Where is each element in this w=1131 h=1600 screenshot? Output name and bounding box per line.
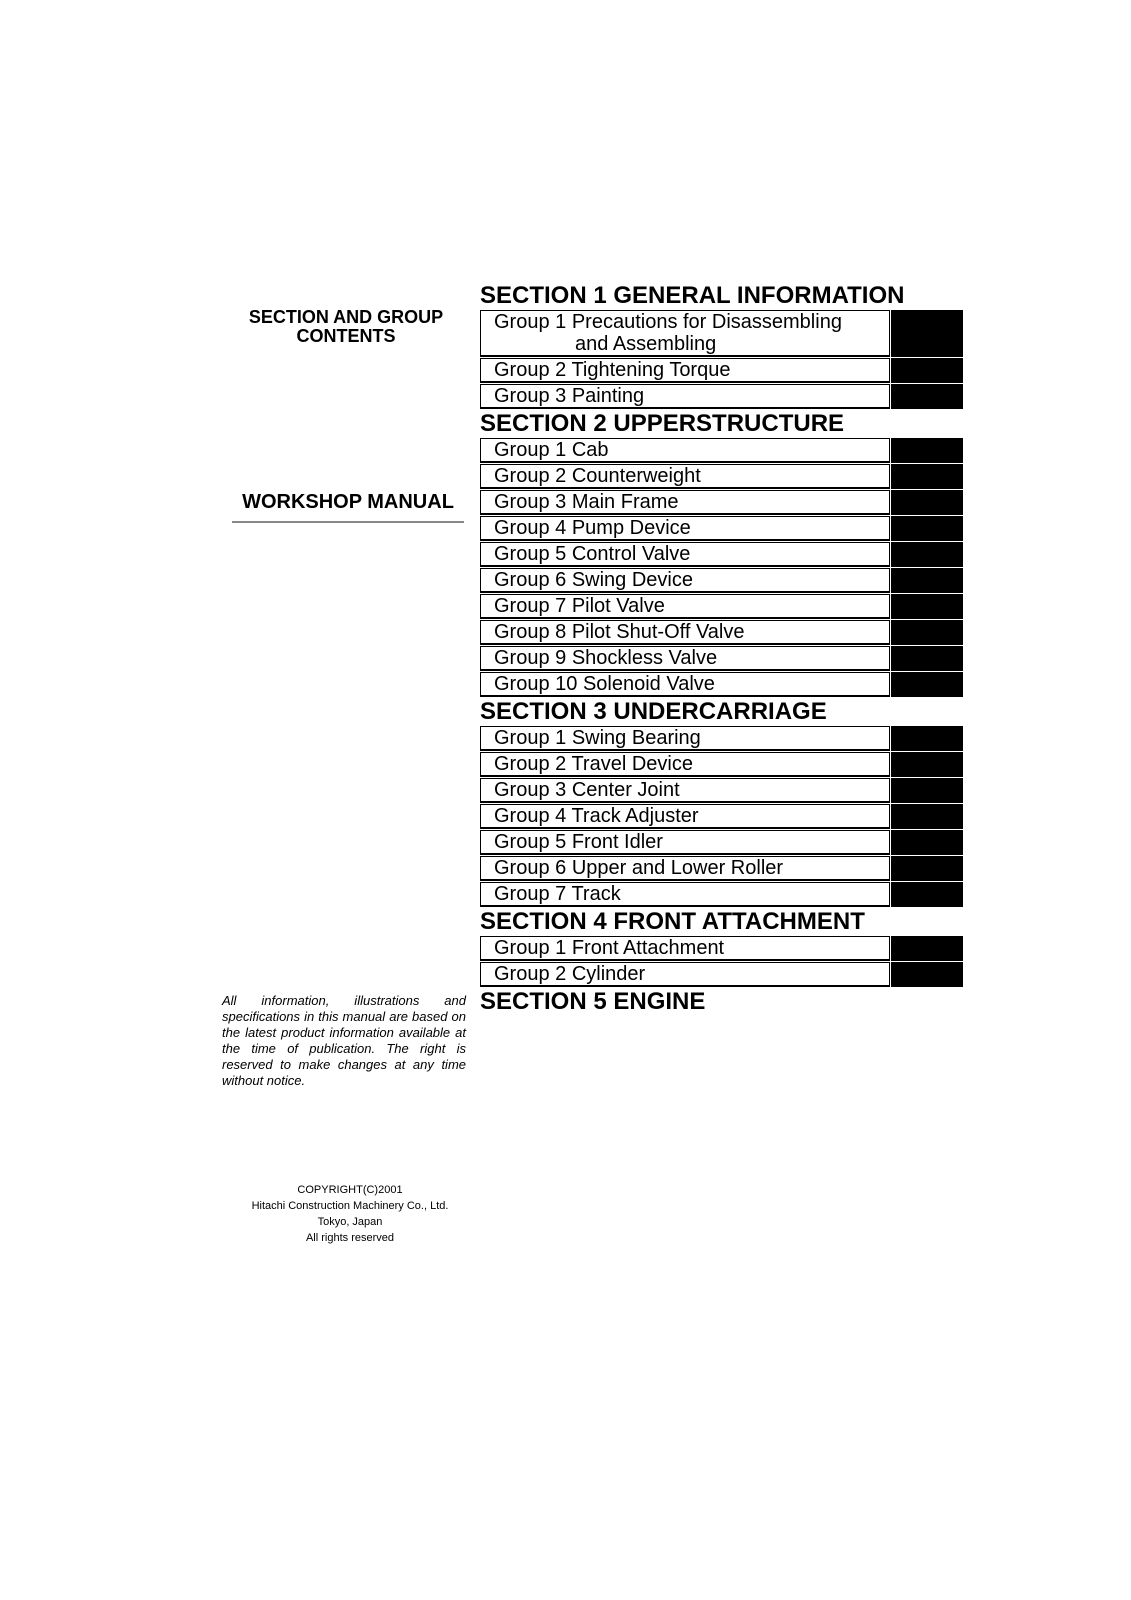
section-2-group-5[interactable] — [480, 542, 890, 567]
section-4-group-1[interactable] — [480, 936, 890, 961]
group-label: Group 1 Precautions for Disassembling — [494, 311, 842, 333]
manual-title-underline — [232, 521, 464, 523]
section-tab-marker — [891, 594, 963, 619]
contents-heading-line1: SECTION AND GROUP — [248, 307, 444, 327]
section-2-title[interactable]: SECTION 2 UPPERSTRUCTURE — [480, 410, 845, 437]
section-1-title[interactable]: SECTION 1 GENERAL INFORMATION — [480, 282, 905, 309]
section-3-group-3[interactable] — [480, 778, 890, 803]
section-tab-marker — [891, 542, 963, 567]
section-3-group-1[interactable] — [480, 726, 890, 751]
copyright-line: COPYRIGHT(C)2001 — [297, 1184, 403, 1196]
contents-heading — [230, 308, 462, 346]
group-label: Group 3 Center Joint — [494, 779, 680, 801]
section-tab-marker — [891, 310, 963, 357]
disclaimer-notice: All information, illustrations and specifications in this manual are based on the latest product information available at the time of publication. The right is reserved to make changes at any time without notice. — [222, 993, 466, 1088]
section-tab-marker — [891, 516, 963, 541]
section-tab-marker — [891, 726, 963, 751]
section-tab-marker — [891, 936, 963, 961]
company-line: Hitachi Construction Machinery Co., Ltd. — [251, 1200, 449, 1212]
section-2-group-4[interactable] — [480, 516, 890, 541]
section-4-title[interactable]: SECTION 4 FRONT ATTACHMENT — [480, 908, 865, 935]
section-tab-marker — [891, 778, 963, 803]
section-1-group-3[interactable] — [480, 384, 890, 409]
section-3-group-6[interactable] — [480, 856, 890, 881]
group-label: Group 1 Front Attachment — [494, 937, 725, 959]
location-line: Tokyo, Japan — [317, 1216, 383, 1228]
group-label: Group 7 Pilot Valve — [494, 595, 665, 617]
section-5-title[interactable]: SECTION 5 ENGINE — [480, 988, 706, 1015]
section-2-group-3[interactable] — [480, 490, 890, 515]
section-tab-marker — [891, 882, 963, 907]
group-label: Group 3 Painting — [494, 385, 645, 407]
section-tab-marker — [891, 464, 963, 489]
group-label: Group 6 Upper and Lower Roller — [494, 857, 784, 879]
section-1-group-1[interactable] — [480, 310, 890, 357]
copyright-block — [230, 1182, 470, 1246]
section-3-title[interactable]: SECTION 3 UNDERCARRIAGE — [480, 698, 827, 725]
section-2-group-9[interactable] — [480, 646, 890, 671]
section-2-group-6[interactable] — [480, 568, 890, 593]
section-tab-marker — [891, 490, 963, 515]
section-4-group-2[interactable] — [480, 962, 890, 987]
rights-line: All rights reserved — [305, 1232, 395, 1244]
group-label: Group 1 Cab — [494, 439, 609, 461]
group-label: Group 2 Counterweight — [494, 465, 701, 487]
contents-heading-line2: CONTENTS — [296, 326, 396, 346]
section-tab-marker — [891, 856, 963, 881]
group-label: Group 8 Pilot Shut-Off Valve — [494, 621, 745, 643]
group-label: Group 1 Swing Bearing — [494, 727, 701, 749]
group-label: Group 3 Main Frame — [494, 491, 679, 513]
section-2-group-2[interactable] — [480, 464, 890, 489]
group-label: Group 7 Track — [494, 883, 621, 905]
section-tab-marker — [891, 804, 963, 829]
section-3-group-7[interactable] — [480, 882, 890, 907]
group-label: Group 9 Shockless Valve — [494, 647, 718, 669]
group-label: Group 5 Control Valve — [494, 543, 691, 565]
group-label: Group 4 Pump Device — [494, 517, 691, 539]
group-label: Group 2 Travel Device — [494, 753, 693, 775]
group-label: Group 5 Front Idler — [494, 831, 663, 853]
section-3-group-5[interactable] — [480, 830, 890, 855]
group-label: Group 2 Tightening Torque — [494, 359, 731, 381]
section-2-group-8[interactable] — [480, 620, 890, 645]
section-tab-marker — [891, 568, 963, 593]
group-label: Group 10 Solenoid Valve — [494, 673, 715, 695]
group-label: Group 4 Track Adjuster — [494, 805, 699, 827]
section-3-group-4[interactable] — [480, 804, 890, 829]
section-tab-marker — [891, 830, 963, 855]
group-label-continued: and Assembling — [575, 333, 717, 355]
section-tab-marker — [891, 620, 963, 645]
section-2-group-1[interactable] — [480, 438, 890, 463]
table-of-contents — [480, 282, 962, 1016]
section-tab-marker — [891, 672, 963, 697]
section-2-group-7[interactable] — [480, 594, 890, 619]
section-tab-marker — [891, 438, 963, 463]
group-label: Group 2 Cylinder — [494, 963, 646, 985]
section-tab-marker — [891, 384, 963, 409]
section-1-group-2[interactable] — [480, 358, 890, 383]
section-tab-marker — [891, 752, 963, 777]
section-tab-marker — [891, 962, 963, 987]
manual-title: WORKSHOP MANUAL — [242, 491, 454, 513]
group-label: Group 6 Swing Device — [494, 569, 693, 591]
section-tab-marker — [891, 358, 963, 383]
section-2-group-10[interactable] — [480, 672, 890, 697]
section-3-group-2[interactable] — [480, 752, 890, 777]
section-tab-marker — [891, 646, 963, 671]
